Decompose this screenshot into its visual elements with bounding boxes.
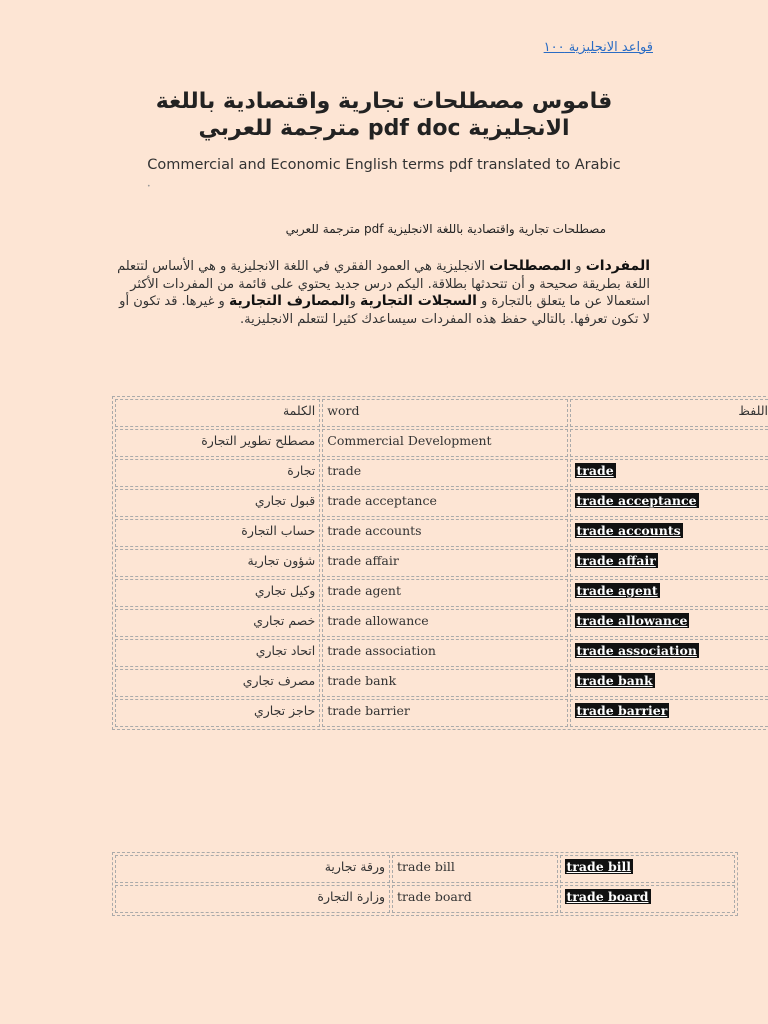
arabic-term: تجارة bbox=[115, 459, 320, 487]
english-word: trade accounts bbox=[322, 519, 567, 547]
table-row bbox=[115, 549, 768, 577]
para-bold-2: المصطلحات bbox=[489, 258, 572, 274]
pronunciation-highlight: trade bank bbox=[576, 673, 653, 688]
english-word: trade bank bbox=[322, 669, 567, 697]
header-word: word bbox=[322, 399, 567, 427]
arabic-term: حساب التجارة bbox=[115, 519, 320, 547]
english-word: trade bill bbox=[392, 855, 557, 883]
pronunciation-cell bbox=[570, 519, 768, 547]
pronunciation-highlight: trade accounts bbox=[576, 523, 681, 538]
english-word: trade agent bbox=[322, 579, 567, 607]
pronunciation-cell bbox=[570, 579, 768, 607]
english-word: trade allowance bbox=[322, 609, 567, 637]
pronunciation-cell bbox=[570, 549, 768, 577]
header-pronunciation: اللفظ bbox=[570, 399, 768, 427]
para-text-1: و bbox=[571, 259, 586, 274]
english-word: trade affair bbox=[322, 549, 567, 577]
arabic-term: شؤون تجارية bbox=[115, 549, 320, 577]
para-bold-1: المفردات bbox=[585, 258, 650, 274]
arabic-term: قبول تجاري bbox=[115, 489, 320, 517]
title-line-1: قاموس مصطلحات تجارية واقتصادية باللغة bbox=[155, 89, 613, 114]
table-row bbox=[115, 855, 735, 883]
table-row bbox=[115, 699, 768, 727]
pronunciation-highlight: trade bbox=[576, 463, 614, 478]
english-word: trade acceptance bbox=[322, 489, 567, 517]
title-line-2: الانجليزية pdf doc مترجمة للعربي bbox=[198, 116, 570, 141]
pronunciation-cell bbox=[570, 429, 768, 457]
pronunciation-cell bbox=[560, 885, 736, 913]
table-row bbox=[115, 609, 768, 637]
pronunciation-cell bbox=[570, 489, 768, 517]
table-row bbox=[115, 639, 768, 667]
table-row bbox=[115, 579, 768, 607]
para-text-3: و bbox=[349, 294, 360, 309]
para-text-4: و غيرها. قد تكون أو لا تكون تعرفها. بالتالي حفظ هذه المفردات سيساعدك كثيرا لتتعلم الانجليزية. bbox=[119, 294, 650, 327]
pronunciation-highlight: trade affair bbox=[576, 553, 656, 568]
pronunciation-highlight: trade association bbox=[576, 643, 697, 658]
english-word: Commercial Development bbox=[322, 429, 567, 457]
pronunciation-cell bbox=[570, 699, 768, 727]
table-header-row bbox=[115, 399, 768, 427]
arabic-term: مصرف تجاري bbox=[115, 669, 320, 697]
page-subtitle: Commercial and Economic English terms pdf translated to Arabic bbox=[147, 157, 621, 173]
pronunciation-cell bbox=[570, 609, 768, 637]
terms-table-2 bbox=[112, 852, 738, 916]
terms-table-1 bbox=[112, 396, 768, 730]
pronunciation-cell bbox=[570, 669, 768, 697]
arabic-term: خصم تجاري bbox=[115, 609, 320, 637]
pronunciation-highlight: trade bill bbox=[566, 859, 631, 874]
table-row bbox=[115, 489, 768, 517]
arabic-term: وكيل تجاري bbox=[115, 579, 320, 607]
english-word: trade bbox=[322, 459, 567, 487]
pronunciation-highlight: trade allowance bbox=[576, 613, 688, 628]
arabic-term: ورقة تجارية bbox=[115, 855, 390, 883]
table-row bbox=[115, 429, 768, 457]
pronunciation-highlight: trade agent bbox=[576, 583, 658, 598]
arabic-term: مصطلح تطوير التجارة bbox=[115, 429, 320, 457]
pronunciation-cell bbox=[570, 459, 768, 487]
pronunciation-highlight: trade acceptance bbox=[576, 493, 697, 508]
arabic-term: وزارة التجارة bbox=[115, 885, 390, 913]
para-text-2: الانجليزية هي العمود الفقري في اللغة الانجليزية و هي الأساس لتتعلم اللغة بطريقة صحيحة و أن تتحدثها بطلاقة. اليكم درس جديد يحتوي على قائمة من المفردات الأكثر استعمالا عن ما يتعلق بالتجارة و bbox=[117, 259, 650, 309]
table-row bbox=[115, 519, 768, 547]
arabic-term: اتحاد تجاري bbox=[115, 639, 320, 667]
table-row bbox=[115, 669, 768, 697]
para-bold-4: المصارف التجارية bbox=[228, 293, 350, 309]
page-title bbox=[0, 88, 768, 142]
section-heading: مصطلحات تجارية واقتصادية باللغة الانجليزية pdf مترجمة للعربي bbox=[285, 222, 606, 236]
english-word: trade board bbox=[392, 885, 557, 913]
pronunciation-cell bbox=[560, 855, 736, 883]
pronunciation-highlight: trade board bbox=[566, 889, 649, 904]
table-row bbox=[115, 459, 768, 487]
dot-mark: • bbox=[147, 183, 151, 190]
pronunciation-highlight: trade barrier bbox=[576, 703, 668, 718]
english-word: trade association bbox=[322, 639, 567, 667]
header-arabic: الكلمة bbox=[115, 399, 320, 427]
table-row bbox=[115, 885, 735, 913]
intro-paragraph bbox=[115, 258, 650, 328]
pronunciation-cell bbox=[570, 639, 768, 667]
top-link[interactable]: قواعد الانجليزية ١٠٠ bbox=[543, 40, 653, 55]
para-bold-3: السجلات التجارية bbox=[360, 293, 477, 309]
english-word: trade barrier bbox=[322, 699, 567, 727]
arabic-term: حاجز تجاري bbox=[115, 699, 320, 727]
